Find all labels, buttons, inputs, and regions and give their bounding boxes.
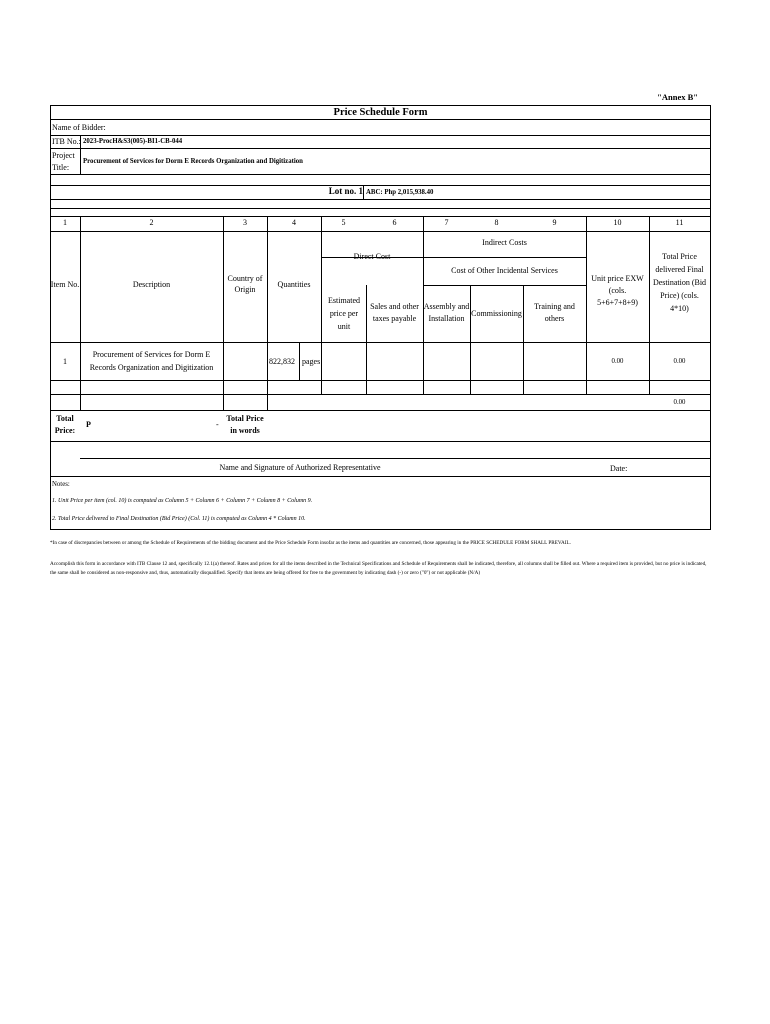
grid-line (80, 458, 711, 459)
project-label: Title: (52, 163, 70, 172)
grid-line (470, 285, 471, 394)
project-title-value: Procurement of Services for Dorm E Records Organization and Digitization (83, 158, 303, 165)
name-of-bidder-label: Name of Bidder: (52, 123, 106, 132)
column-number: 8 (494, 218, 499, 227)
grid-line (50, 119, 711, 120)
quantities-header: Quantities (277, 280, 311, 289)
column-number: 6 (392, 218, 397, 227)
grid-line (321, 216, 322, 394)
commissioning-header: Commissioning (471, 309, 522, 318)
indirect-costs-header: Indirect Costs (482, 238, 527, 247)
notes-label: Notes: (52, 481, 70, 488)
grid-line (50, 441, 711, 442)
footnote-instructions: Accomplish this form in accordance with ITB Clause 12 and, specifically 12.1(a) thereof. Rates and prices for all the items described in the Technical Specifications and Schedule of Requirements shall be indicated, therefore, all columns shall be filled out. Where a required item is provided, but no price is indicated, the same shall be considered as non-responsive and, thus, automatically disqualified. Specify that items are being offered for free to the government by indicating dash (-) or zero ("0") or not applicable (N/A) (50, 561, 707, 576)
column-number: 1 (63, 218, 67, 227)
total-price-delivered-header: Total Price delivered Final Destination (Bid Price) (cols. 4*10) (652, 252, 707, 313)
unit-price-exw-header: Unit price EXW (cols. 5+6+7+8+9) (591, 274, 644, 307)
grid-line (363, 185, 364, 199)
footnote-discrepancies: *In case of discrepancies between or among the Schedule of Requirements of the bidding document and the Price Schedule Form insofar as the items and quantities are concerned, those appearing in the PRICE SCHEDULE FORM SHALL PREVAIL. (50, 540, 571, 546)
subtotal-cell: 0.00 (673, 399, 686, 406)
grid-line (50, 231, 711, 232)
grid-line (710, 105, 711, 530)
item-no-header: Item No. (50, 280, 80, 289)
column-number: 4 (292, 218, 296, 227)
itb-value: 2023-ProcH&S3(005)-BI1-CB-044 (83, 138, 183, 145)
grid-line (50, 208, 711, 209)
grid-line (423, 285, 586, 286)
total-price-in-words-label: Total Price in words (226, 414, 264, 435)
column-number: 7 (444, 218, 449, 227)
peso-dash: - (216, 420, 219, 429)
grid-line (50, 380, 711, 381)
price-schedule-form (50, 105, 711, 530)
description-header: Description (132, 280, 171, 289)
column-number: 10 (613, 218, 622, 227)
note-item: 1. Unit Price per item (col. 10) is computed as Column 5 + Column 6 + Column 7 + Column 8 + Column 9. (52, 498, 313, 504)
column-number: 9 (552, 218, 557, 227)
grid-line (50, 476, 711, 477)
column-number: 11 (675, 218, 684, 227)
item-no-cell: 1 (63, 357, 67, 366)
total-price-label: Total Price: (54, 414, 76, 435)
date-label: Date: (610, 464, 628, 473)
grid-line (267, 216, 268, 410)
grid-line (649, 216, 650, 394)
quantity-cell: 822,832 (269, 357, 295, 366)
grid-line (80, 216, 81, 410)
direct-cost-header: Direct Cost (353, 252, 391, 261)
column-number: 5 (341, 218, 346, 227)
column-number: 2 (149, 218, 154, 227)
grid-line (50, 105, 51, 530)
grid-line (50, 199, 711, 200)
grid-line (523, 285, 524, 394)
grid-line (50, 529, 711, 530)
country-of-origin-header: Country of Origin (227, 274, 263, 294)
estimated-price-header: Estimated price per unit (328, 296, 360, 331)
unit-price-cell: 0.00 (611, 358, 624, 365)
column-number: 3 (243, 218, 247, 227)
signature-label: Name and Signature of Authorized Representative (219, 463, 381, 472)
annex-label: "Annex B" (657, 92, 698, 102)
cost-other-incidental-header: Cost of Other Incidental Services (451, 266, 558, 275)
training-header: Training and others (534, 302, 575, 323)
grid-line (223, 216, 224, 410)
unit-cell: pages (302, 357, 321, 366)
total-price-cell: 0.00 (673, 358, 686, 365)
peso-symbol: P (86, 420, 91, 429)
grid-line (50, 410, 711, 411)
grid-line (50, 174, 711, 175)
lot-number: Lot no. 1 (328, 186, 363, 196)
grid-line (50, 185, 711, 186)
abc-amount: ABC: Php 2,015,938.40 (366, 189, 434, 196)
grid-line (299, 342, 300, 380)
description-cell: Procurement of Services for Dorm E Records Organization and Digitization (89, 350, 214, 372)
sales-taxes-header: Sales and other taxes payable (370, 302, 419, 323)
project-label: Project (52, 151, 75, 160)
note-item: 2. Total Price delivered to Final Destination (Bid Price) (Col. 11) is computed as Column 4 * Column 10. (52, 516, 306, 522)
grid-line (50, 342, 711, 343)
itb-label: ITB No.: (52, 137, 81, 146)
assembly-header: Assembly and Installation (423, 302, 470, 323)
grid-line (50, 148, 711, 149)
grid-line (50, 394, 711, 395)
grid-line (586, 216, 587, 394)
form-title: Price Schedule Form (333, 107, 428, 118)
